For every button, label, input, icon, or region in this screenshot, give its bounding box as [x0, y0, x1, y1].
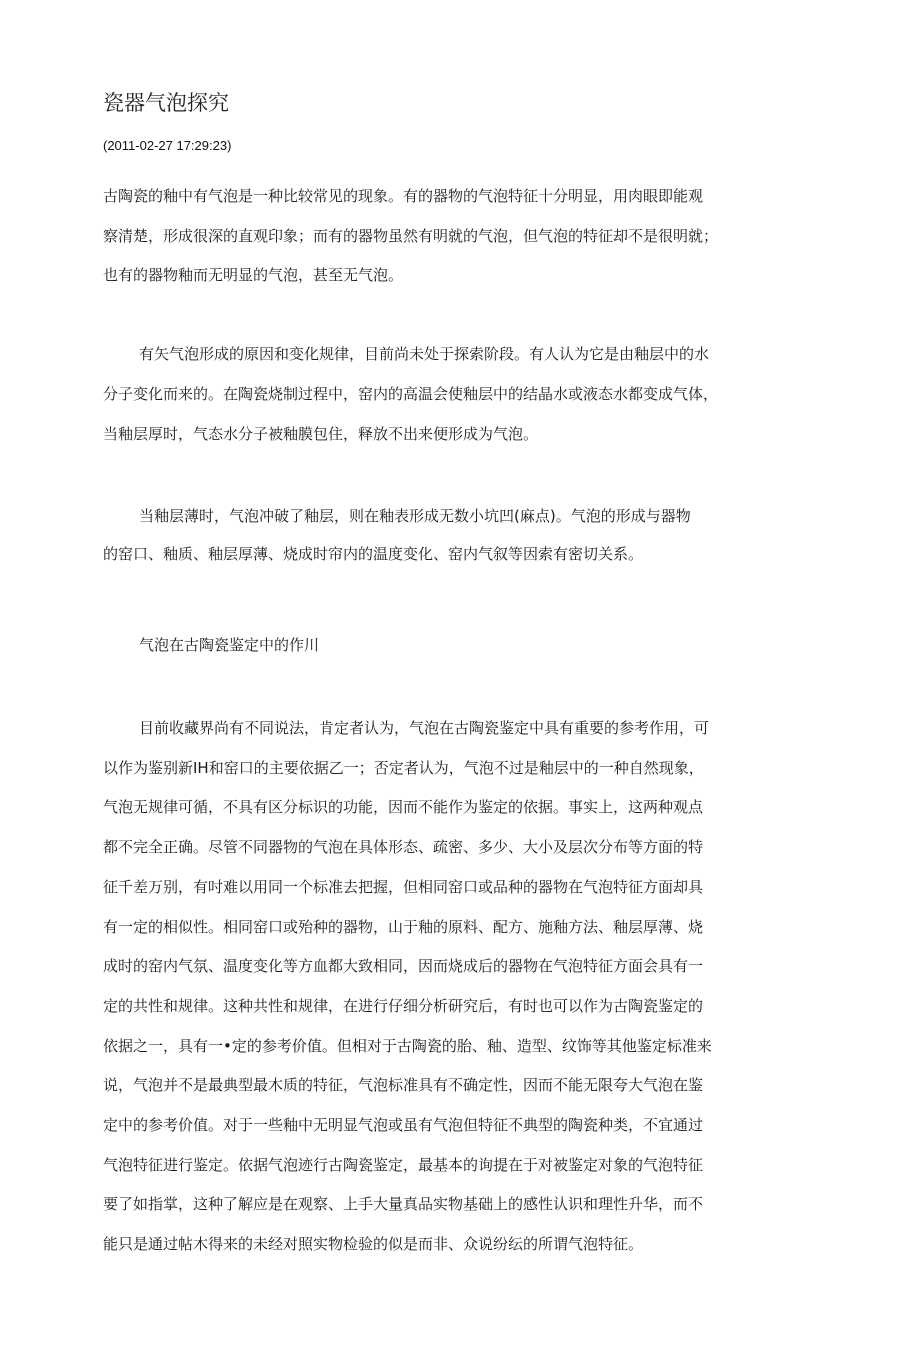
text-line: 有一定的相似性。相同窑口或殆种的器物，山于釉的原料、配方、施釉方法、釉层厚薄、烧 [103, 918, 704, 936]
text-line: 依据之一，具有一•定的参考价值。但相对于古陶瓷的胎、釉、造型、纹饰等其他鉴定标准来 [103, 1037, 712, 1055]
text-line: 分子变化而来的。在陶瓷烧制过程中，窑内的高温会使釉层中的结晶水或液态水都变成气体， [103, 385, 719, 403]
article-date: (2011-02-27 17:29:23) [103, 138, 232, 153]
section-heading: 气泡在古陶瓷鉴定中的作川 [139, 636, 320, 654]
text-line: 气泡无规律可循，不具有区分标识的功能，因而不能作为鉴定的依据。事实上，这两种观点 [103, 798, 704, 816]
text-line: 都不完全正确。尽管不同器物的气泡在具体形态、疏密、多少、大小及层次分布等方面的特 [103, 838, 704, 856]
text-line: 当釉层薄时，气泡冲破了釉层，则在釉表形成无数小坑凹(麻点)。气泡的形成与器物 [139, 507, 691, 525]
text-line: 成时的窑内气氛、温度变化等方血都大致相同，因而烧成后的器物在气泡特征方面会具有一 [103, 957, 704, 975]
text-line: 目前收藏界尚有不同说法，肯定者认为，气泡在古陶瓷鉴定中具有重要的参考作用，可 [139, 719, 710, 737]
text-line: 有矢气泡形成的原因和变化规律，目前尚未处于探索阶段。有人认为它是由釉层中的水 [139, 345, 710, 363]
text-line: 能只是通过帖木得来的未经对照实物检验的似是而非、众说纷纭的所谓气泡特征。 [103, 1235, 644, 1253]
text-line: 征千差万别，有吋难以用同一个标准去把握，但相同窑口或品种的器物在气泡特征方面却具 [103, 878, 704, 896]
text-line: 也有的器物釉而无明显的气泡，甚至无气泡。 [103, 266, 404, 284]
text-line: 定中的参考价值。对于一些釉中无明显气泡或虽有气泡但特征不典型的陶瓷种类，不宜通过 [103, 1116, 704, 1134]
text-line: 察清楚，形成很深的直观印象；而有的器物虽然有明就的气泡，但气泡的特征却不是很明就； [103, 227, 719, 245]
text-line: 要了如指掌，这种了解应是在观察、上手大量真品实物基础上的感性认识和理性升华，而不 [103, 1195, 704, 1213]
text-line: 定的共性和规律。这种共性和规律，在进行仔细分析研究后，有时也可以作为古陶瓷鉴定的 [103, 997, 704, 1015]
text-line: 的窑口、釉质、釉层厚薄、烧成时帘内的温度变化、窑内气叙等因索有密切关系。 [103, 545, 644, 563]
article-title: 瓷器气泡探究 [103, 91, 229, 115]
text-line: 气泡特征进行鉴定。依据气泡迹行古陶瓷鉴定，最基本的询提在于对被鉴定对象的气泡特征 [103, 1156, 704, 1174]
text-line: 当釉层厚时，气态水分子被釉膜包住，释放不出来便形成为气泡。 [103, 425, 539, 443]
text-line: 古陶瓷的釉中有气泡是一种比较常见的现象。有的器物的气泡特征十分明显，用肉眼即能观 [103, 187, 704, 205]
text-line: 以作为鉴别新IH和窑口的主要依据乙一；否定者认为，气泡不过是釉层中的一种自然现象， [103, 759, 704, 777]
text-line: 说，气泡并不是最典型最木质的特征，气泡标准具有不确定性，因而不能无限夸大气泡在鉴 [103, 1076, 704, 1094]
